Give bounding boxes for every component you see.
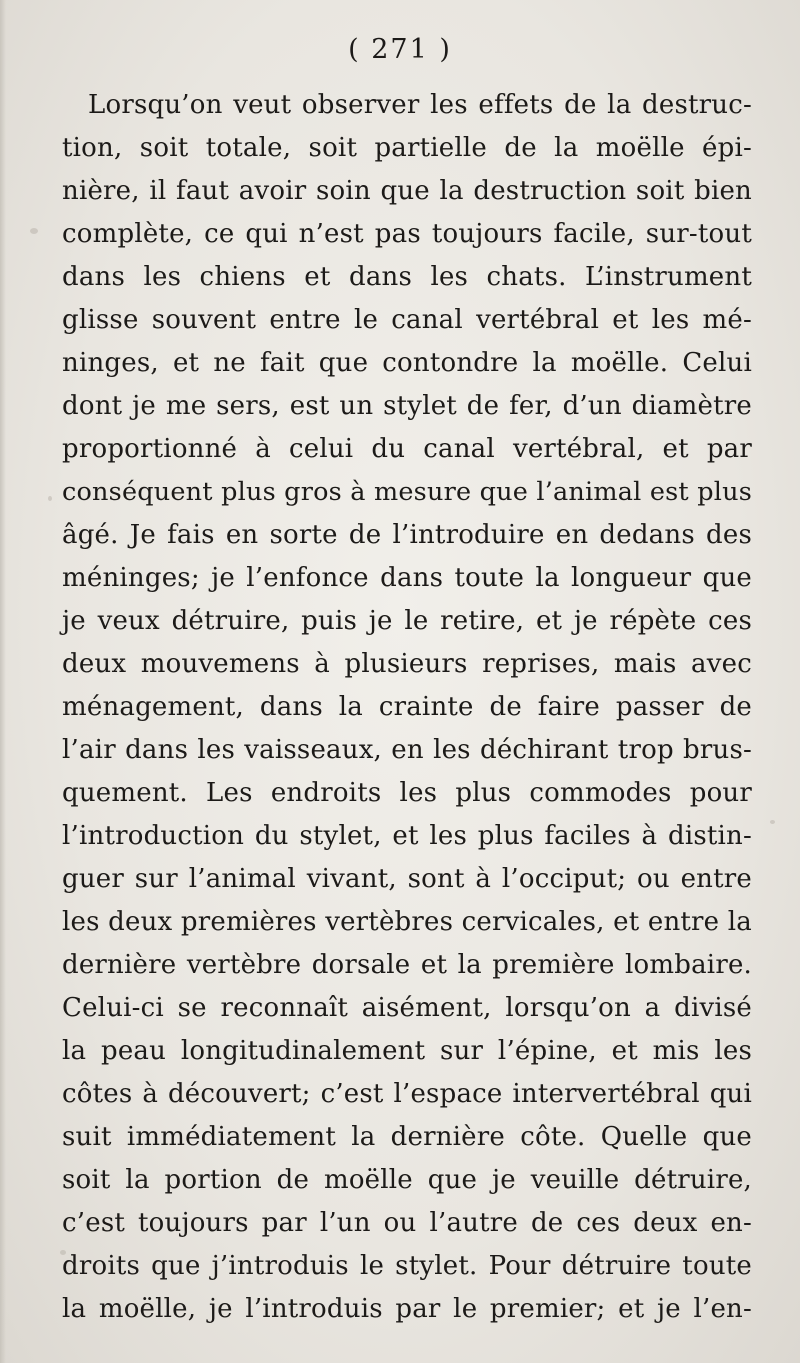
text-line: l’air dans les vaisseaux, en les déchirant trop brus- [62,735,752,765]
text-line: droits que j’introduis le stylet. Pour détruire toute [62,1251,752,1281]
text-line: dont je me sers, est un stylet de fer, d’un diamètre [62,391,752,421]
text-line: ménagement, dans la crainte de faire passer de [62,692,752,722]
text-line: je veux détruire, puis je le retire, et je répète ces [62,606,752,636]
text-line: Celui-ci se reconnaît aisément, lorsqu’on a divisé [62,993,752,1023]
text-line: les deux premières vertèbres cervicales, et entre la [62,907,752,937]
text-line: dans les chiens et dans les chats. L’instrument [62,262,752,292]
page-number: ( 271 ) [348,34,452,65]
text-line: quement. Les endroits les plus commodes pour [62,778,752,808]
text-line: glisse souvent entre le canal vertébral et les mé- [62,305,752,335]
paper-speck [770,820,775,824]
text-line: nière, il faut avoir soin que la destruction soit bien [62,176,752,206]
body-text [62,84,752,1331]
paper-speck [30,228,38,234]
text-line: c’est toujours par l’un ou l’autre de ces deux en- [62,1208,752,1238]
text-line: âgé. Je fais en sorte de l’introduire en dedans des [62,520,752,550]
text-line: suit immédiatement la dernière côte. Quelle que [62,1122,752,1152]
text-line: la peau longitudinalement sur l’épine, et mis les [62,1036,752,1066]
text-line: la moëlle, je l’introduis par le premier; et je l’en- [62,1294,752,1324]
text-line: ninges, et ne fait que contondre la moëlle. Celui [62,348,752,378]
text-line: l’introduction du stylet, et les plus faciles à distin- [62,821,752,851]
text-line: côtes à découvert; c’est l’espace intervertébral qui [62,1079,752,1109]
text-line: méninges; je l’enfonce dans toute la longueur que [62,563,752,593]
page-edge-shadow [0,0,6,1363]
text-line: Lorsqu’on veut observer les effets de la destruc- [88,90,752,120]
text-line: deux mouvemens à plusieurs reprises, mais avec [62,649,752,679]
text-line: soit la portion de moëlle que je veuille détruire, [62,1165,752,1195]
text-line: tion, soit totale, soit partielle de la moëlle épi- [62,133,752,163]
text-line: dernière vertèbre dorsale et la première lombaire. [62,950,752,980]
text-line: conséquent plus gros à mesure que l’animal est plus [62,477,752,507]
text-line: guer sur l’animal vivant, sont à l’occiput; ou entre [62,864,752,894]
paper-speck [48,496,52,501]
text-line: complète, ce qui n’est pas toujours facile, sur-tout [62,219,752,249]
text-line: proportionné à celui du canal vertébral, et par [62,434,752,464]
